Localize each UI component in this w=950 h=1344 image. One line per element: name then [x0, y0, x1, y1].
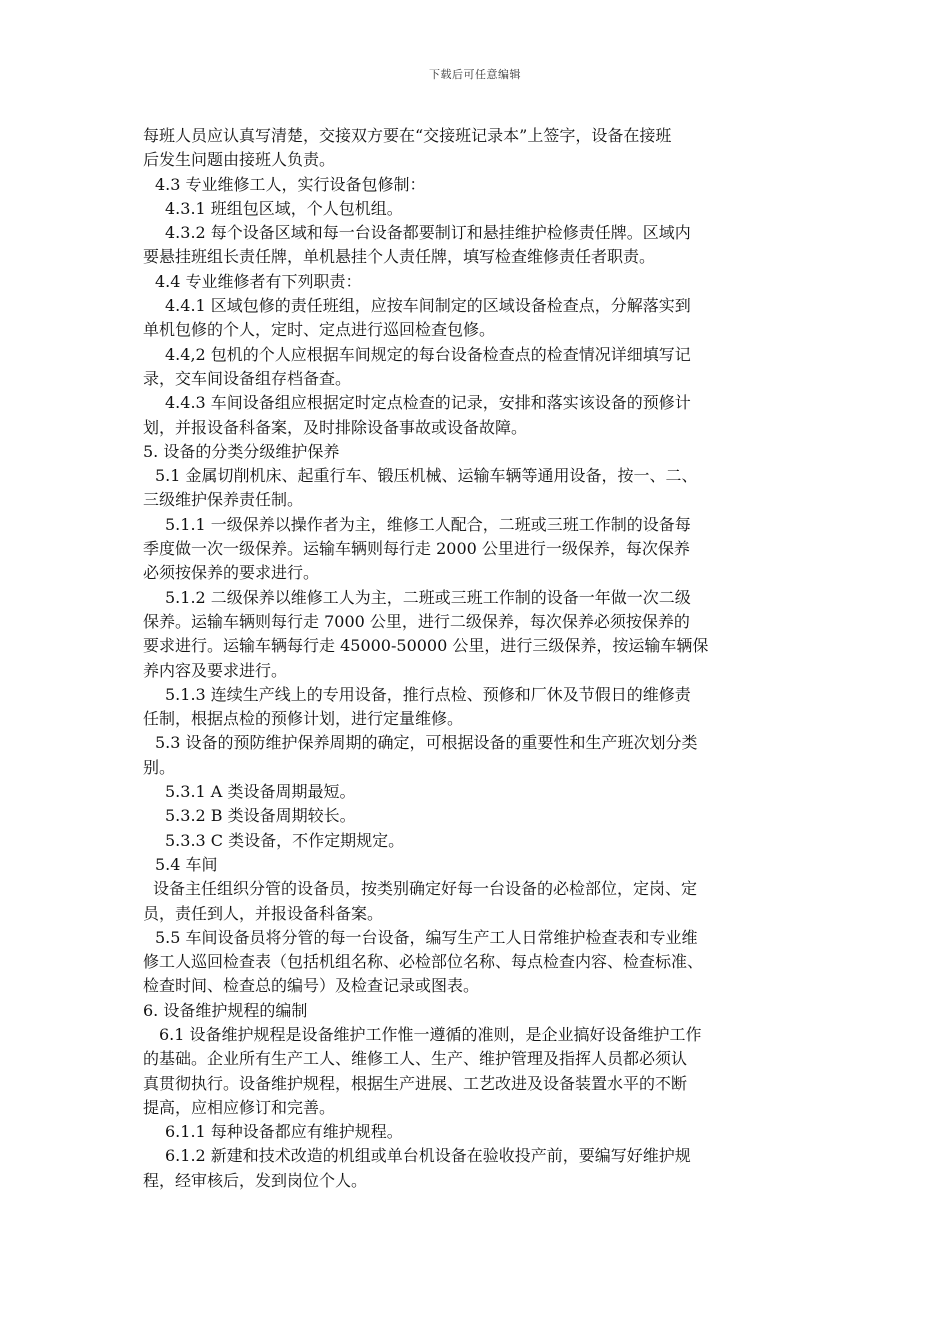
text-line: 每班人员应认真写清楚，交接双方要在“交接班记录本”上签字，设备在接班 — [143, 126, 672, 145]
text-line: 修工人巡回检查表（包括机组名称、必检部位名称、每点检查内容、检查标准、 — [143, 952, 704, 972]
text-line: 5.1.1 一级保养以操作者为主，维修工人配合，二班或三班工作制的设备每 — [165, 514, 691, 534]
text-line: 必须按保养的要求进行。 — [143, 563, 320, 583]
text-line: 三级维护保养责任制。 — [143, 490, 304, 510]
text-line: 程，经审核后，发到岗位个人。 — [143, 1170, 368, 1190]
text-line: 4.3.1 班组包区域，个人包机组。 — [165, 198, 403, 218]
text-line: 5.5 车间设备员将分管的每一台设备，编写生产工人日常维护检查表和专业维 — [155, 927, 698, 947]
text-line: 要求进行。运输车辆每行走 45000-50000 公里，进行三级保养，按运输车辆保 — [143, 636, 709, 656]
text-line: 6.1 设备维护规程是设备维护工作惟一遵循的准则，是企业搞好设备维护工作 — [159, 1024, 702, 1044]
text-line: 6.1.1 每种设备都应有维护规程。 — [165, 1122, 403, 1142]
text-line: 真贯彻执行。设备维护规程，根据生产进展、工艺改进及设备装置水平的不断 — [143, 1073, 688, 1093]
text-line: 5. 设备的分类分级维护保养 — [143, 441, 340, 461]
text-line: 4.4 专业维修者有下列职责： — [155, 271, 362, 291]
text-line: 提高，应相应修订和完善。 — [143, 1097, 336, 1117]
text-line: 5.1.3 连续生产线上的专用设备，推行点检、预修和厂休及节假日的维修责 — [165, 684, 691, 704]
text-line: 5.4 车间 — [155, 854, 218, 874]
text-line: 5.1.2 二级保养以维修工人为主，二班或三班工作制的设备一年做一次二级 — [165, 587, 691, 607]
text-line: 员，责任到人，并报设备科备案。 — [143, 903, 384, 923]
text-line: 5.3 设备的预防维护保养周期的确定，可根据设备的重要性和生产班次划分类 — [155, 733, 698, 753]
text-line: 4.3 专业维修工人，实行设备包修制： — [155, 174, 426, 194]
text-line: 录，交车间设备组存档备查。 — [143, 368, 352, 388]
document-body — [143, 124, 823, 1193]
text-line: 6. 设备维护规程的编制 — [143, 1000, 308, 1020]
text-line: 5.3.2 B 类设备周期较长。 — [165, 806, 356, 826]
text-line: 单机包修的个人，定时、定点进行巡回检查包修。 — [143, 320, 496, 340]
text-line: 任制，根据点检的预修计划，进行定量维修。 — [143, 709, 464, 729]
text-line: 季度做一次一级保养。运输车辆则每行走 2000 公里进行一级保养，每次保养 — [143, 539, 690, 559]
text-line: 4.4,2 包机的个人应根据车间规定的每台设备检查点的检查情况详细填写记 — [165, 344, 691, 364]
text-line: 4.4.3 车间设备组应根据定时定点检查的记录，安排和落实该设备的预修计 — [165, 393, 691, 413]
text-line: 4.4.1 区域包修的责任班组，应按车间制定的区域设备检查点，分解落实到 — [165, 296, 691, 316]
page-header: 下载后可任意编辑 — [429, 68, 521, 81]
text-line: 别。 — [143, 757, 176, 777]
text-line: 的基础。企业所有生产工人、维修工人、生产、维护管理及指挥人员都必须认 — [143, 1049, 688, 1069]
text-line: 养内容及要求进行。 — [143, 660, 288, 680]
text-line: 4.3.2 每个设备区域和每一台设备都要制订和悬挂维护检修责任牌。区域内 — [165, 223, 691, 243]
text-line: 5.3.3 C 类设备，不作定期规定。 — [165, 830, 405, 850]
text-line: 5.1 金属切削机床、起重行车、锻压机械、运输车辆等通用设备，按一、二、 — [155, 466, 698, 486]
text-line: 划，并报设备科备案，及时排除设备事故或设备故障。 — [143, 417, 528, 437]
text-line: 5.3.1 A 类设备周期最短。 — [165, 782, 356, 802]
text-line: 设备主任组织分管的设备员，按类别确定好每一台设备的必检部位，定岗、定 — [153, 879, 698, 899]
text-line: 后发生问题由接班人负责。 — [143, 150, 336, 170]
text-line: 检查时间、检查总的编号）及检查记录或图表。 — [143, 976, 480, 996]
text-line: 保养。运输车辆则每行走 7000 公里，进行二级保养，每次保养必须按保养的 — [143, 611, 690, 631]
text-line: 要悬挂班组长责任牌，单机悬挂个人责任牌，填写检查维修责任者职责。 — [143, 247, 656, 267]
text-line: 6.1.2 新建和技术改造的机组或单台机设备在验收投产前，要编写好维护规 — [165, 1146, 691, 1166]
